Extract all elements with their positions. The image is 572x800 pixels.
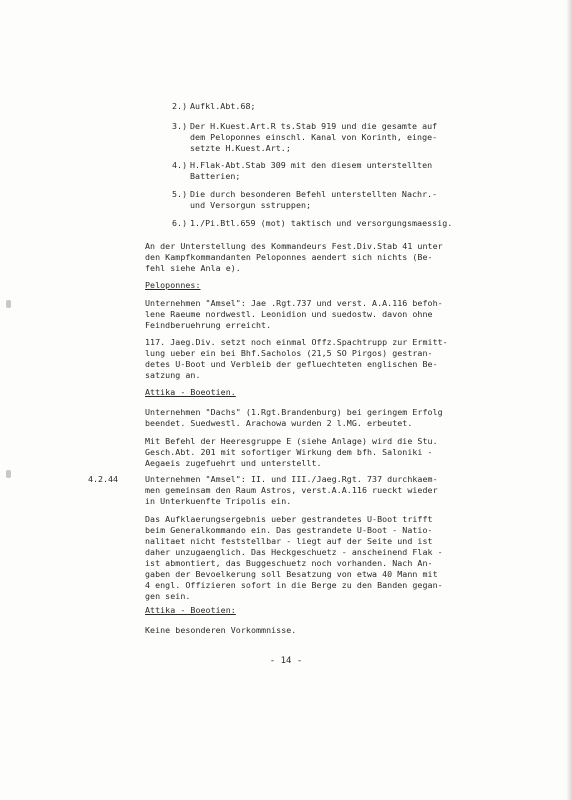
paragraph-keine-vorkommnisse: Keine besonderen Vorkommnisse.: [145, 625, 297, 635]
section-heading-attika-1: Attika - Boeotien.: [145, 387, 236, 397]
page-number: - 14 -: [269, 656, 303, 666]
paragraph-amsel-1: Unternehmen "Amsel": Jae .Rgt.737 und verst. A.A.116 befoh- lene Raeume nordwestl. Leonidion und suedostw. davon ohne Feindberuehrung erreicht.: [145, 298, 443, 330]
paragraph-dachs: Unternehmen "Dachs" (1.Rgt.Brandenburg) bei geringem Erfolg beendet. Suedwestl. Arachowa wurden 2 l.MG. erbeutet.: [145, 407, 443, 428]
list-number: 5.): [172, 189, 188, 199]
list-text: Die durch besonderen Befehl unterstellten Nachr.- und Versorgun sstruppen;: [190, 189, 438, 210]
punch-hole-mark: [6, 470, 11, 478]
page-edge-shadow: [566, 0, 572, 800]
list-text: 1./Pi.Btl.659 (mot) taktisch und versorgungsmaessig.: [190, 218, 453, 228]
list-text: Aufkl.Abt.68;: [190, 101, 256, 111]
section-heading-peloponnes: Peloponnes:: [145, 280, 201, 290]
list-number: 4.): [172, 160, 188, 170]
section-heading-attika-2: Attika - Boeotien:: [145, 605, 236, 615]
list-text: Der H.Kuest.Art.R ts.Stab 919 und die gesamte auf dem Peloponnes einschl. Kanal von Korinth, einge- setzte H.Kuest.Art.;: [190, 121, 438, 153]
paragraph-unterstellung: An der Unterstellung des Kommandeurs Fest.Div.Stab 41 unter den Kampfkommandanten Peloponnes aendert sich nichts (Be- fehl siehe Anla e).: [145, 241, 443, 273]
list-item-3: [172, 121, 457, 154]
paragraph-117-jaeg-div: 117. Jaeg.Div. setzt noch einmal Offz.Spachtrupp zur Ermitt- lung ueber ein bei Bhf.Sacholos (21,5 SO Pirgos) gestran- detes U-Boot und Verbleib der gefluechteten englischen Be- satzung an.: [145, 337, 448, 380]
list-number: 2.): [172, 101, 188, 111]
punch-hole-mark: [6, 300, 11, 308]
list-item-6: [172, 218, 457, 229]
list-number: 6.): [172, 218, 188, 228]
list-item-4: [172, 160, 457, 182]
paragraph-amsel-2: Unternehmen "Amsel": II. und III./Jaeg.Rgt. 737 durchkaem- men gemeinsam den Raum Astros, verst.A.A.116 rueckt wieder in Unterkuenfte Tripolis ein.: [145, 474, 438, 506]
list-item-5: [172, 189, 457, 211]
list-number: 3.): [172, 121, 188, 131]
list-text: H.Flak-Abt.Stab 309 mit den diesem unterstellten Batterien;: [190, 160, 433, 181]
margin-date: 4.2.44: [88, 474, 118, 484]
paragraph-aufklaerung: Das Aufklaerungsergebnis ueber gestrandetes U-Boot trifft beim Generalkommando ein. Das gestrandete U-Boot - Natio- nalitaet nicht feststellbar - liegt auf der Seite und ist daher unzugaenglich. Das Heckgeschuetz - anscheinend Flak - ist abmontiert, das Buggeschuetz noch vorhanden. Nach An- gaben der Bevoelkerung soll Besatzung von etwa 40 Mann mit 4 engl. Offizieren sofort in die Berge zu den Banden gegan- gen sein.: [145, 514, 443, 601]
list-item-2: [172, 101, 457, 112]
paragraph-befehl: Mit Befehl der Heeresgruppe E (siehe Anlage) wird die Stu. Gesch.Abt. 201 mit sofortiger Wirkung dem bfh. Saloniki - Aegaeis zugefuehrt und unterstellt.: [145, 436, 438, 468]
